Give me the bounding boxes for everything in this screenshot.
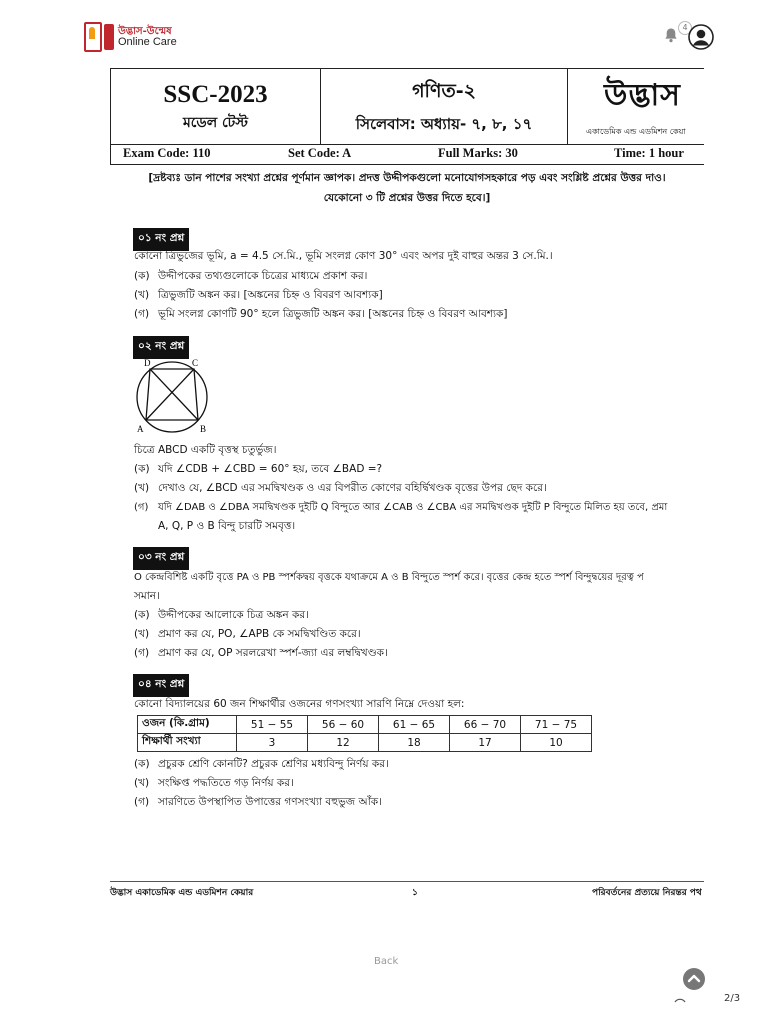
- table-header-weight: ওজন (কি.গ্রাম): [138, 716, 237, 734]
- page-indicator: 2/3: [724, 993, 741, 1004]
- vertex-label-d: D: [144, 358, 151, 368]
- exam-code: Exam Code: 110: [123, 146, 211, 160]
- cyclic-quadrilateral-figure: [130, 356, 214, 438]
- logo-text-online-care: Online Care: [118, 35, 177, 48]
- table-cell: 66 − 70: [450, 716, 521, 734]
- table-cell: 61 − 65: [379, 716, 450, 734]
- table-cell: 51 − 55: [237, 716, 308, 734]
- vertex-label-a: A: [137, 424, 144, 434]
- question-1-part-ka: (ক) উদ্দীপকের তথ্যগুলোকে চিত্রের মাধ্যমে প্রকাশ কর।: [134, 270, 368, 282]
- question-3-part-ga: (গ) প্রমাণ কর যে, OP সরলরেখা স্পর্শ-জ্যা এর লম্বদ্বিখণ্ডক।: [134, 647, 388, 659]
- subject-title: গণিত-২: [412, 80, 476, 102]
- page-number: ১: [412, 888, 418, 898]
- full-marks: Full Marks: 30: [438, 146, 518, 160]
- notification-count-badge: 4: [678, 21, 692, 35]
- question-1-stem: কোনো ত্রিভুজের ভূমি, a = 4.5 সে.মি., ভূমি সংলগ্ন কোণ 30° এবং অপর দুই বাহুর অন্তর 3 সে.মি.।: [134, 250, 553, 262]
- question-2-part-ka: (ক) যদি ∠CDB + ∠CBD = 60° হয়, তবে ∠BAD =?: [134, 463, 383, 475]
- footer-left-text: উদ্ভাস একাডেমিক এন্ড এডমিশন কেয়ার: [110, 888, 254, 898]
- loading-spinner-icon: [673, 994, 687, 1004]
- question-4-tag: ০৪ নং প্রশ্ন: [133, 674, 189, 697]
- exam-meta-row: [111, 144, 704, 164]
- table-cell: 10: [521, 734, 592, 752]
- instruction-note: [দ্রষ্টব্যঃ ডান পাশের সংখ্যা প্রশ্নের পূর্ণমান জ্ঞাপক। প্রদত্ত উদ্দীপকগুলো মনোযোগসহকারে পড় এবং সংশ্লিষ্ট প্রশ্নের উত্তর দাও। যেকোনো ৩ টি প্রশ্নের উত্তর দিতে হবে।]: [148, 172, 666, 204]
- question-2-part-ga-cont: A, Q, P ও B বিন্দু চারটি সমবৃত্ত।: [158, 520, 296, 532]
- question-2-part-kha: (খ) দেখাও যে, ∠BCD এর সমদ্বিখণ্ডক ও এর বিপরীত কোণের বহির্দ্বিখণ্ডক বৃত্তের উপর ছেদ করে।: [134, 482, 547, 494]
- vertex-label-b: B: [200, 424, 207, 434]
- document-page: [0, 60, 704, 905]
- question-4-stem: কোনো বিদ্যালয়ের 60 জন শিক্ষার্থীর ওজনের গণসংখ্যা সারণি নিম্নে দেওয়া হল:: [134, 698, 465, 710]
- footer-divider: [110, 881, 704, 882]
- question-3-part-kha: (খ) প্রমাণ কর যে, PO, ∠APB কে সমদ্বিখণ্ডিত করে।: [134, 628, 361, 640]
- question-4-part-ga: (গ) সারণিতে উপস্থাপিত উপাত্তের গণসংখ্যা বহুভুজ আঁক।: [134, 796, 382, 808]
- syllabus-text: সিলেবাস: অধ্যায়- ৭, ৮, ১৭: [355, 115, 533, 133]
- brand-logo-text: উদ্ভাস: [604, 78, 681, 113]
- logo-text-bangla: উদ্ভাস-উন্মেষ: [118, 25, 172, 37]
- table-row: [138, 716, 592, 734]
- logo-u-mark-icon: [84, 22, 102, 52]
- notification-bell-icon[interactable]: [663, 27, 679, 43]
- question-2-part-ga: (গ) যদি ∠DAB ও ∠DBA সমদ্বিখণ্ডক দুইটি Q বিন্দুতে আর ∠CAB ও ∠CBA এর সমদ্বিখণ্ডক দুইটি P বিন্দুতে মিলিত হয় তবে, প্রমা: [134, 502, 668, 513]
- chevron-up-icon: [683, 968, 705, 990]
- brand-subtitle: একাডেমিক এন্ড এডমিশন কেয়া: [586, 127, 686, 136]
- question-1-part-ga: (গ) ভূমি সংলগ্ন কোণটি 90° হলে ত্রিভুজটি অঙ্কন কর। [অঙ্কনের চিহ্ন ও বিবরণ আবশ্যক]: [134, 308, 508, 320]
- table-cell: 17: [450, 734, 521, 752]
- app-logo[interactable]: [84, 22, 177, 52]
- back-link[interactable]: Back: [374, 956, 399, 967]
- exam-header-table: [110, 68, 704, 165]
- table-cell: 3: [237, 734, 308, 752]
- top-app-bar: [0, 0, 768, 56]
- question-2-stem: চিত্রে ABCD একটি বৃত্তস্থ চতুর্ভুজ।: [134, 444, 277, 456]
- question-3-stem: O কেন্দ্রবিশিষ্ট একটি বৃত্তে PA ও PB স্পর্শকদ্বয় বৃত্তকে যথাক্রমে A ও B বিন্দুতে স্পর্শ করে। বৃত্তের কেন্দ্র হতে স্পর্শ বিন্দুদ্বয়ের দূরত্ব প: [134, 572, 644, 583]
- profile-avatar-icon[interactable]: [688, 24, 714, 50]
- set-code: Set Code: A: [288, 146, 352, 160]
- vertex-label-c: C: [192, 358, 199, 368]
- frequency-table: [137, 715, 592, 752]
- question-3-part-ka: (ক) উদ্দীপকের আলোকে চিত্র অঙ্কন কর।: [134, 609, 309, 621]
- question-4-part-kha: (খ) সংক্ষিপ্ত পদ্ধতিতে গড় নির্ণয় কর।: [134, 777, 294, 789]
- question-3-tag: ০৩ নং প্রশ্ন: [133, 547, 189, 570]
- exam-time: Time: 1 hour: [614, 146, 684, 160]
- question-4-part-ka: (ক) প্রচুরক শ্রেণি কোনটি? প্রচুরক শ্রেণির মধ্যবিন্দু নির্ণয় কর।: [134, 758, 389, 770]
- logo-flame-icon: [104, 24, 114, 50]
- table-cell: 71 − 75: [521, 716, 592, 734]
- table-cell: 12: [308, 734, 379, 752]
- question-3-stem-cont: সমান।: [134, 590, 160, 602]
- exam-subtitle: মডেল টেস্ট: [182, 115, 249, 131]
- question-1-tag: ০১ নং প্রশ্ন: [133, 228, 189, 251]
- table-header-students: শিক্ষার্থী সংখ্যা: [138, 734, 237, 752]
- question-1-part-kha: (খ) ত্রিভুজটি অঙ্কন কর। [অঙ্কনের চিহ্ন ও বিবরণ আবশ্যক]: [134, 289, 383, 301]
- footer-right-text: পরিবর্তনের প্রত্যয়ে নিরন্তর পথ: [592, 888, 702, 898]
- table-cell: 56 − 60: [308, 716, 379, 734]
- table-row: [138, 734, 592, 752]
- exam-title: SSC-2023: [163, 81, 268, 108]
- scroll-top-button[interactable]: [683, 968, 705, 990]
- table-cell: 18: [379, 734, 450, 752]
- question-2-tag: ০২ নং প্রশ্ন: [133, 336, 189, 359]
